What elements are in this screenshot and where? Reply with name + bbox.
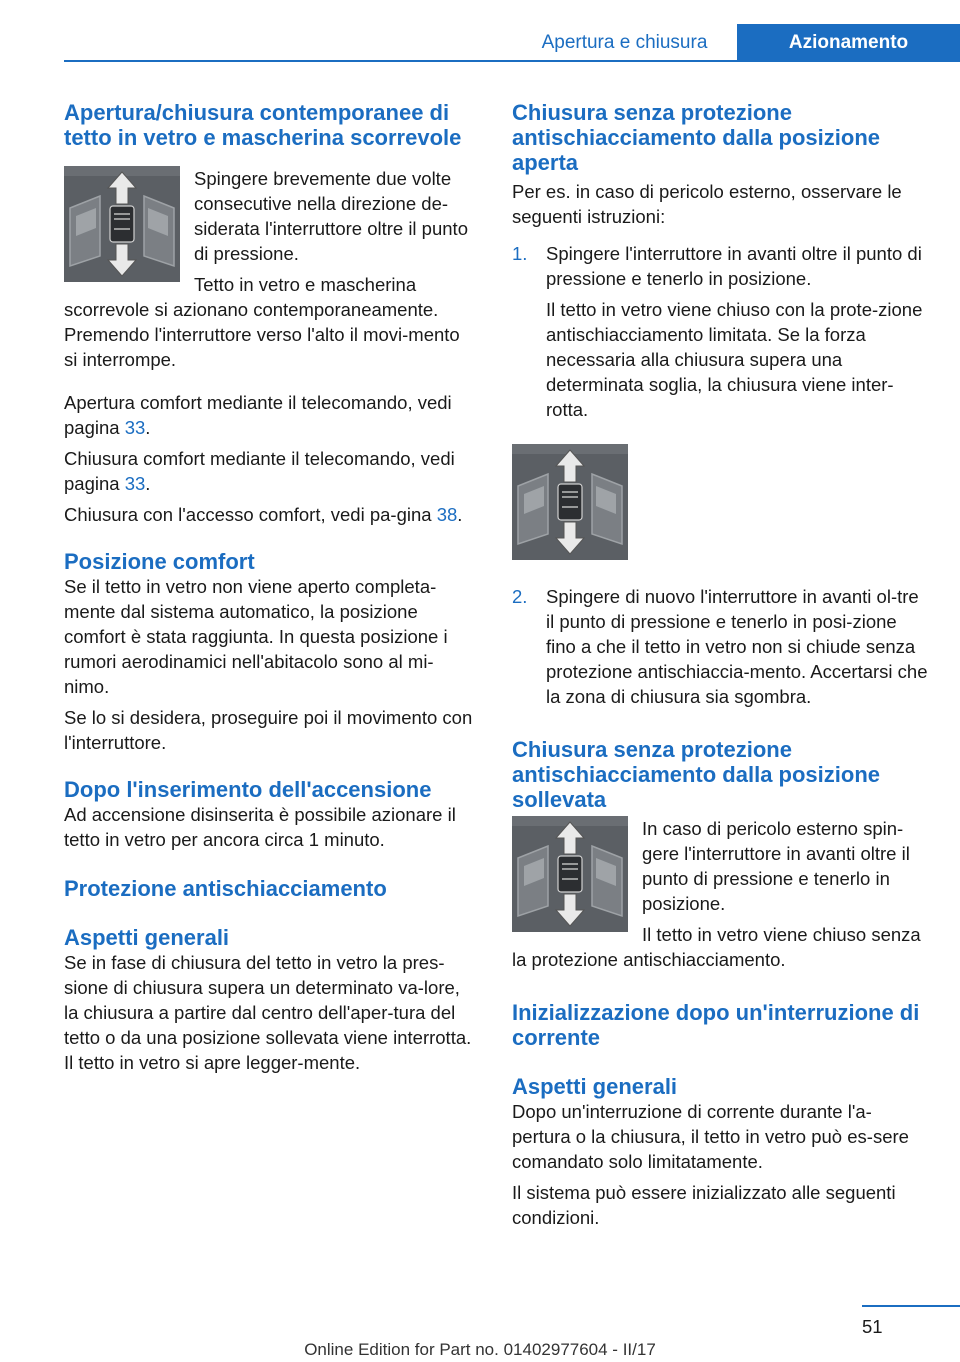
list-item	[512, 241, 928, 428]
comfort-access-ref: Chiusura con l'accesso comfort, vedi pa-gina 38.	[64, 504, 463, 525]
paragraph: Il sistema può essere inizializzato alle seguenti condizioni.	[512, 1182, 896, 1228]
comfort-close-ref: Chiusura comfort mediante il telecomando, vedi pagina 33.	[64, 448, 455, 494]
list-item	[512, 584, 928, 715]
header-rule	[64, 60, 960, 62]
roof-switch-icon	[64, 166, 180, 282]
paragraph: Spingere di nuovo l'interruttore in avanti ol-tre il punto di pressione e tenerlo in posi-zione fino a che il tetto in vetro non si chiude senza protezione antischiaccia-mento. Accertarsi che la zona di chiusura sia sgombra.	[546, 586, 928, 707]
paragraph: Spingere l'interruttore in avanti oltre il punto di pressione e tenerlo in posizione.	[546, 243, 922, 289]
heading-after-ignition: Dopo l'inserimento dell'accensione	[64, 777, 432, 802]
paragraph: Se lo si desidera, proseguire poi il movimento con l'interruttore.	[64, 707, 473, 753]
paragraph: In caso di pericolo esterno spin-gere l'interruttore in avanti oltre il punto di pressione e tenerlo in posizione.	[642, 818, 910, 914]
paragraph: Il tetto in vetro viene chiuso senza la protezione antischiacciamento.	[512, 924, 921, 970]
paragraph: Per es. in caso di pericolo esterno, osservare le seguenti istruzioni:	[512, 181, 902, 227]
paragraph: Ad accensione disinserita è possibile azionare il tetto in vetro per ancora circa 1 minuto.	[64, 804, 456, 850]
subheading-general: Aspetti generali	[512, 1074, 678, 1099]
list-number: 2.	[512, 586, 528, 607]
paragraph: Il tetto in vetro viene chiuso con la prote-zione antischiacciamento limitata. Se la forza necessaria alla chiusura supera una determinata soglia, la chiusura viene inter-rotta.	[546, 299, 923, 420]
paragraph: Tetto in vetro e mascherina scorrevole si azionano contemporaneamente. Premendo l'interruttore verso l'alto il movi-mento si interrompe.	[64, 274, 460, 370]
paragraph: Se in fase di chiusura del tetto in vetro la pres-sione di chiusura supera un determinato va-lore, la chiusura a partire dal centro dell'aper-tura del tetto o da una posizione sollevata viene interrotta. Il tetto in vetro si apre legger-mente.	[64, 952, 472, 1073]
header-section-title: Apertura e chiusura	[541, 32, 708, 53]
subheading-general: Aspetti generali	[64, 925, 230, 950]
heading-pinch-protection: Protezione antischiacciamento	[64, 876, 387, 901]
heading-comfort-position: Posizione comfort	[64, 549, 255, 574]
right-column	[512, 100, 928, 1236]
edition-footer: Online Edition for Part no. 01402977604 - II/17	[304, 1340, 656, 1359]
heading-simultaneous: Apertura/chiusura contemporanee di tetto in vetro e mascherina scorrevole	[64, 100, 462, 150]
paragraph: Se il tetto in vetro non viene aperto completa-mente dal sistema automatico, la posizione comfort è stata raggiunta. In questa posizione i rumori aerodinamici nell'abitacolo sono al mi-nimo.	[64, 576, 448, 697]
page-link[interactable]: 38	[436, 504, 458, 525]
paragraph: Spingere brevemente due volte consecutive nella direzione de-siderata l'interruttore oltre il punto di pressione.	[194, 168, 468, 264]
roof-switch-icon	[512, 444, 628, 560]
page-number: 51	[862, 1316, 883, 1337]
left-column	[64, 100, 478, 1081]
roof-switch-icon	[512, 816, 628, 932]
comfort-open-ref: Apertura comfort mediante il telecomando, vedi pagina 33.	[64, 392, 452, 438]
heading-close-from-raised: Chiusura senza protezione antischiacciamento dalla posizione sollevata	[512, 737, 880, 812]
list-number: 1.	[512, 243, 528, 264]
footer-rule	[862, 1305, 960, 1307]
heading-close-from-open: Chiusura senza protezione antischiacciamento dalla posizione aperta	[512, 100, 880, 175]
paragraph: Dopo un'interruzione di corrente durante l'a-pertura o la chiusura, il tetto in vetro può es-sere comandato solo limitatamente.	[512, 1101, 909, 1172]
heading-initialization: Inizializzazione dopo un'interruzione di corrente	[512, 1000, 920, 1050]
page-link[interactable]: 33	[124, 473, 146, 494]
header-tab-azionamento[interactable]: Azionamento	[737, 24, 960, 62]
page-link[interactable]: 33	[124, 417, 146, 438]
